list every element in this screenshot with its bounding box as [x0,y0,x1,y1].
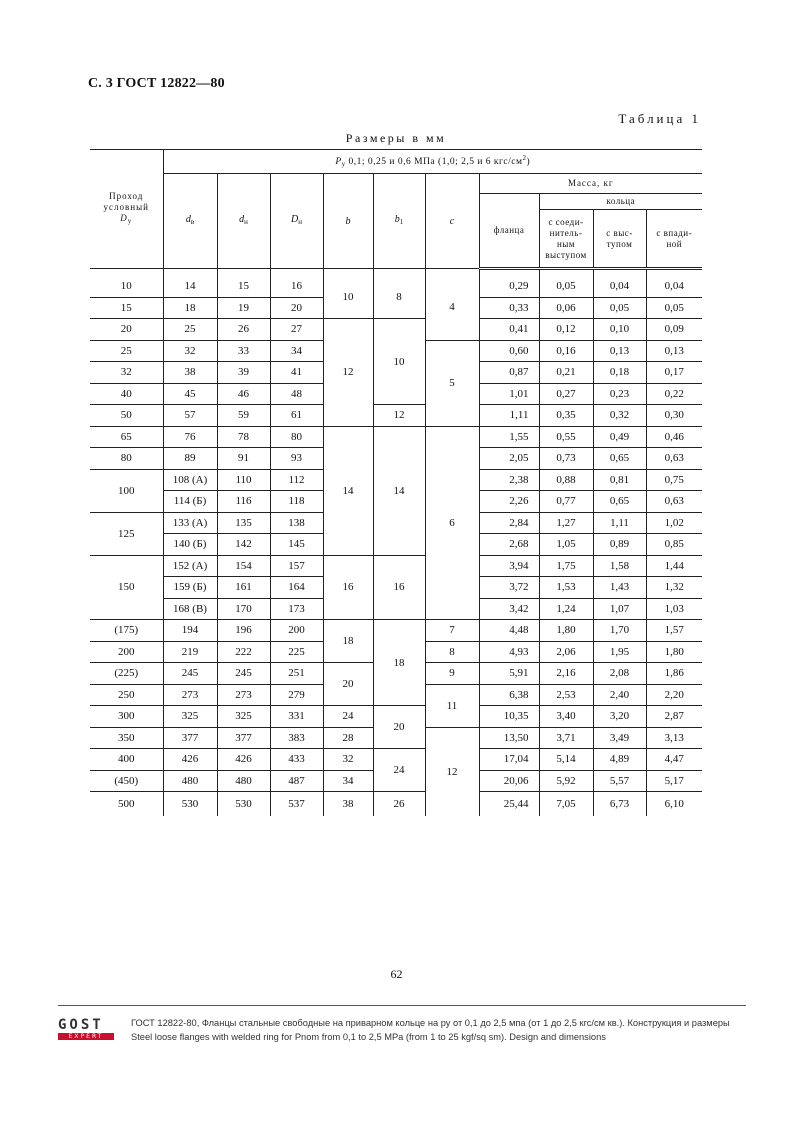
cell-mass-flange: 5,91 [479,663,539,685]
cell-mass-connect: 0,05 [539,269,593,298]
cell-dv: 245 [163,663,217,685]
footer-text [131,1016,751,1044]
table-row [90,555,702,577]
cell-mass-recess: 0,13 [646,340,702,362]
cell-D: 138 [270,512,323,534]
cell-dn: 142 [217,534,270,556]
cell-mass-recess: 1,02 [646,512,702,534]
cell-dv: 25 [163,319,217,341]
cell-mass-protrusion: 1,11 [593,512,646,534]
cell-mass-recess: 0,09 [646,319,702,341]
cell-mass-connect: 0,06 [539,297,593,319]
cell-c: 11 [425,684,479,727]
cell-mass-protrusion: 1,07 [593,598,646,620]
cell-mass-flange: 0,33 [479,297,539,319]
cell-dy: 250 [90,684,163,706]
cell-dy: (225) [90,663,163,685]
cell-D: 20 [270,297,323,319]
cell-mass-protrusion: 0,89 [593,534,646,556]
cell-dy: 500 [90,792,163,817]
cell-dv: 45 [163,383,217,405]
cell-dn: 222 [217,641,270,663]
cell-dy: 20 [90,319,163,341]
cell-dv: 32 [163,340,217,362]
cell-b1: 8 [373,269,425,319]
cell-dv: 168 (В) [163,598,217,620]
cell-D: 537 [270,792,323,817]
cell-dn: 19 [217,297,270,319]
cell-mass-connect: 0,16 [539,340,593,362]
cell-mass-protrusion: 3,20 [593,706,646,728]
header-c: c [425,174,479,269]
cell-mass-recess: 1,03 [646,598,702,620]
cell-mass-protrusion: 0,81 [593,469,646,491]
cell-b: 10 [323,269,373,319]
gost-expert-logo [58,1018,116,1040]
cell-D: 251 [270,663,323,685]
cell-dn: 480 [217,770,270,792]
cell-D: 34 [270,340,323,362]
cell-mass-recess: 2,20 [646,684,702,706]
cell-b1: 12 [373,405,425,427]
cell-dy: 15 [90,297,163,319]
cell-mass-connect: 0,88 [539,469,593,491]
cell-mass-connect: 1,24 [539,598,593,620]
header-ring-protrusion: с выс-тупом [593,210,646,269]
cell-dn: 273 [217,684,270,706]
cell-mass-flange: 2,05 [479,448,539,470]
header-mass: Масса, кг [479,174,702,194]
cell-mass-flange: 2,38 [479,469,539,491]
cell-b1: 20 [373,706,425,749]
cell-mass-flange: 4,93 [479,641,539,663]
footer-divider [58,1005,746,1006]
cell-mass-recess: 6,10 [646,792,702,817]
cell-mass-protrusion: 0,65 [593,448,646,470]
cell-mass-protrusion: 2,40 [593,684,646,706]
cell-dy: 65 [90,426,163,448]
cell-mass-connect: 0,55 [539,426,593,448]
cell-b: 34 [323,770,373,792]
cell-D: 112 [270,469,323,491]
cell-mass-connect: 0,73 [539,448,593,470]
cell-mass-protrusion: 4,89 [593,749,646,771]
cell-D: 164 [270,577,323,599]
header-ring: кольца [539,194,702,210]
cell-dn: 377 [217,727,270,749]
cell-mass-flange: 17,04 [479,749,539,771]
cell-c: 5 [425,340,479,426]
cell-b: 32 [323,749,373,771]
table-caption: Размеры в мм [345,131,447,145]
cell-mass-connect: 2,06 [539,641,593,663]
cell-mass-flange: 1,01 [479,383,539,405]
cell-dv: 108 (А) [163,469,217,491]
pressure-suffix: ) [526,157,531,167]
cell-mass-protrusion: 0,13 [593,340,646,362]
cell-dv: 140 (Б) [163,534,217,556]
cell-mass-protrusion: 1,70 [593,620,646,642]
cell-dn: 325 [217,706,270,728]
cell-c: 4 [425,269,479,341]
cell-b: 20 [323,663,373,706]
cell-dn: 116 [217,491,270,513]
header-flange: фланца [479,194,539,269]
cell-D: 145 [270,534,323,556]
cell-c: 12 [425,727,479,816]
cell-dn: 154 [217,555,270,577]
cell-dv: 152 (А) [163,555,217,577]
cell-D: 41 [270,362,323,384]
pressure-symbol: P [335,157,342,167]
cell-mass-recess: 1,44 [646,555,702,577]
cell-dv: 76 [163,426,217,448]
cell-mass-connect: 0,21 [539,362,593,384]
cell-D: 16 [270,269,323,298]
cell-mass-recess: 0,30 [646,405,702,427]
cell-D: 383 [270,727,323,749]
table-row [90,706,702,728]
cell-mass-recess: 0,05 [646,297,702,319]
cell-dv: 133 (А) [163,512,217,534]
cell-mass-recess: 1,86 [646,663,702,685]
header-D: $D_н$ [270,174,323,269]
cell-mass-recess: 4,47 [646,749,702,771]
cell-mass-flange: 2,26 [479,491,539,513]
cell-D: 225 [270,641,323,663]
cell-mass-connect: 1,27 [539,512,593,534]
cell-b1: 18 [373,620,425,706]
cell-dn: 161 [217,577,270,599]
cell-mass-protrusion: 0,18 [593,362,646,384]
cell-mass-connect: 1,80 [539,620,593,642]
cell-mass-flange: 3,42 [479,598,539,620]
cell-mass-recess: 5,17 [646,770,702,792]
cell-mass-protrusion: 0,32 [593,405,646,427]
cell-b1: 14 [373,426,425,555]
table-row [90,405,702,427]
cell-mass-flange: 2,84 [479,512,539,534]
cell-dy: 40 [90,383,163,405]
cell-mass-connect: 5,14 [539,749,593,771]
cell-dv: 38 [163,362,217,384]
dimensions-table [90,149,702,816]
cell-dy: 300 [90,706,163,728]
cell-mass-connect: 0,77 [539,491,593,513]
cell-dy: 125 [90,512,163,555]
header-dy-subscript: у [127,217,133,225]
logo-gost-text: GOST [58,1017,104,1033]
cell-dv: 325 [163,706,217,728]
cell-mass-recess: 1,57 [646,620,702,642]
page-header: С. 3 ГОСТ 12822—80 [88,76,225,91]
cell-dv: 377 [163,727,217,749]
cell-D: 93 [270,448,323,470]
cell-b: 14 [323,426,373,555]
cell-mass-flange: 10,35 [479,706,539,728]
cell-mass-protrusion: 1,43 [593,577,646,599]
cell-mass-connect: 1,05 [539,534,593,556]
cell-dv: 89 [163,448,217,470]
cell-b1: 26 [373,792,425,817]
cell-dn: 110 [217,469,270,491]
cell-dn: 39 [217,362,270,384]
cell-D: 433 [270,749,323,771]
cell-dv: 57 [163,405,217,427]
logo-expert-text: EXPERT [58,1033,114,1040]
cell-dy: 150 [90,555,163,620]
cell-mass-flange: 4,48 [479,620,539,642]
footer-line-ru: ГОСТ 12822-80, Фланцы стальные свободные на приварном кольце на ру от 0,1 до 2,5 мпа (от 1 до 2,5 кгс/см кв.). Конструкция и размеры [131,1018,730,1028]
cell-dy: 350 [90,727,163,749]
cell-mass-protrusion: 0,65 [593,491,646,513]
header-dy-symbol: D [120,213,128,223]
cell-dn: 170 [217,598,270,620]
cell-mass-protrusion: 0,49 [593,426,646,448]
cell-dn: 26 [217,319,270,341]
cell-dn: 33 [217,340,270,362]
cell-mass-connect: 0,27 [539,383,593,405]
cell-mass-flange: 3,94 [479,555,539,577]
cell-dn: 46 [217,383,270,405]
cell-mass-flange: 13,50 [479,727,539,749]
cell-D: 487 [270,770,323,792]
cell-dn: 91 [217,448,270,470]
header-b: b [323,174,373,269]
cell-c: 8 [425,641,479,663]
cell-mass-protrusion: 6,73 [593,792,646,817]
cell-mass-flange: 1,11 [479,405,539,427]
cell-b: 28 [323,727,373,749]
table-row [90,426,702,448]
cell-mass-recess: 0,04 [646,269,702,298]
header-ring-recess: с впади-ной [646,210,702,269]
header-dy-line1: Проход [109,191,144,201]
cell-mass-connect: 0,35 [539,405,593,427]
cell-mass-recess: 0,63 [646,448,702,470]
cell-mass-flange: 25,44 [479,792,539,817]
cell-D: 61 [270,405,323,427]
cell-mass-protrusion: 5,57 [593,770,646,792]
cell-c: 9 [425,663,479,685]
cell-mass-flange: 0,41 [479,319,539,341]
cell-mass-recess: 0,75 [646,469,702,491]
cell-mass-recess: 1,80 [646,641,702,663]
table-label: Таблица 1 [618,111,701,126]
cell-mass-recess: 0,17 [646,362,702,384]
pressure-subscript: у [341,160,346,168]
cell-mass-protrusion: 3,49 [593,727,646,749]
cell-dv: 530 [163,792,217,817]
cell-dy: 200 [90,641,163,663]
cell-c: 6 [425,426,479,620]
cell-dn: 530 [217,792,270,817]
cell-dy: 32 [90,362,163,384]
cell-dy: 400 [90,749,163,771]
cell-dv: 426 [163,749,217,771]
cell-dy: (175) [90,620,163,642]
header-dv: $d_в$ [163,174,217,269]
footer-line-en: Steel loose flanges with welded ring for Pnom from 0,1 to 2,5 MPa (from 1 to 25 kgf/sq sm). Design and dimensions [131,1032,606,1042]
cell-dv: 480 [163,770,217,792]
cell-mass-flange: 0,29 [479,269,539,298]
cell-mass-recess: 0,85 [646,534,702,556]
cell-mass-flange: 0,60 [479,340,539,362]
cell-dn: 245 [217,663,270,685]
cell-mass-flange: 1,55 [479,426,539,448]
cell-mass-protrusion: 2,08 [593,663,646,685]
cell-mass-recess: 2,87 [646,706,702,728]
cell-b: 12 [323,319,373,427]
cell-mass-flange: 6,38 [479,684,539,706]
cell-mass-flange: 3,72 [479,577,539,599]
cell-mass-connect: 1,75 [539,555,593,577]
cell-mass-flange: 0,87 [479,362,539,384]
cell-mass-protrusion: 1,58 [593,555,646,577]
header-pressure [163,150,702,174]
cell-D: 279 [270,684,323,706]
table-row [90,749,702,771]
cell-D: 331 [270,706,323,728]
cell-b: 38 [323,792,373,817]
cell-mass-connect: 3,71 [539,727,593,749]
cell-dn: 15 [217,269,270,298]
cell-mass-protrusion: 1,95 [593,641,646,663]
cell-b1: 10 [373,319,425,405]
cell-dy: 25 [90,340,163,362]
cell-b: 24 [323,706,373,728]
cell-D: 157 [270,555,323,577]
cell-mass-connect: 1,53 [539,577,593,599]
cell-mass-protrusion: 0,05 [593,297,646,319]
cell-dn: 59 [217,405,270,427]
pressure-superscript: 2 [522,154,527,162]
cell-mass-connect: 5,92 [539,770,593,792]
cell-dn: 426 [217,749,270,771]
cell-mass-connect: 3,40 [539,706,593,728]
cell-D: 48 [270,383,323,405]
header-ring-connect: с соеди-нитель-ным выступом [539,210,593,269]
cell-mass-connect: 0,12 [539,319,593,341]
header-dn: $d_н$ [217,174,270,269]
cell-b1: 24 [373,749,425,792]
cell-mass-connect: 2,53 [539,684,593,706]
cell-dn: 78 [217,426,270,448]
cell-mass-flange: 2,68 [479,534,539,556]
cell-D: 27 [270,319,323,341]
cell-mass-protrusion: 0,10 [593,319,646,341]
page-number: 62 [390,967,403,981]
cell-dv: 114 (Б) [163,491,217,513]
pressure-text: 0,1; 0,25 и 0,6 МПа (1,0; 2,5 и 6 кгс/см [345,157,523,167]
cell-dn: 135 [217,512,270,534]
cell-mass-flange: 20,06 [479,770,539,792]
cell-D: 173 [270,598,323,620]
cell-dy: 100 [90,469,163,512]
table-row [90,269,702,298]
header-dy [90,150,163,269]
table-row [90,319,702,341]
cell-dv: 14 [163,269,217,298]
cell-mass-protrusion: 0,04 [593,269,646,298]
table-row [90,620,702,642]
cell-c: 7 [425,620,479,642]
cell-b: 18 [323,620,373,663]
cell-mass-recess: 0,46 [646,426,702,448]
cell-D: 200 [270,620,323,642]
cell-dv: 194 [163,620,217,642]
cell-dy: 80 [90,448,163,470]
cell-b: 16 [323,555,373,620]
cell-dy: (450) [90,770,163,792]
cell-mass-connect: 7,05 [539,792,593,817]
cell-b1: 16 [373,555,425,620]
cell-dn: 196 [217,620,270,642]
cell-mass-recess: 0,22 [646,383,702,405]
cell-mass-connect: 2,16 [539,663,593,685]
cell-dy: 10 [90,269,163,298]
cell-D: 118 [270,491,323,513]
cell-dv: 219 [163,641,217,663]
header-b1: $b_1$ [373,174,425,269]
cell-mass-recess: 3,13 [646,727,702,749]
cell-dv: 18 [163,297,217,319]
cell-mass-protrusion: 0,23 [593,383,646,405]
cell-mass-recess: 1,32 [646,577,702,599]
cell-dv: 159 (Б) [163,577,217,599]
cell-mass-recess: 0,63 [646,491,702,513]
cell-D: 80 [270,426,323,448]
table-row [90,792,702,817]
cell-dv: 273 [163,684,217,706]
cell-dy: 50 [90,405,163,427]
header-dy-line2: условный [103,202,149,212]
